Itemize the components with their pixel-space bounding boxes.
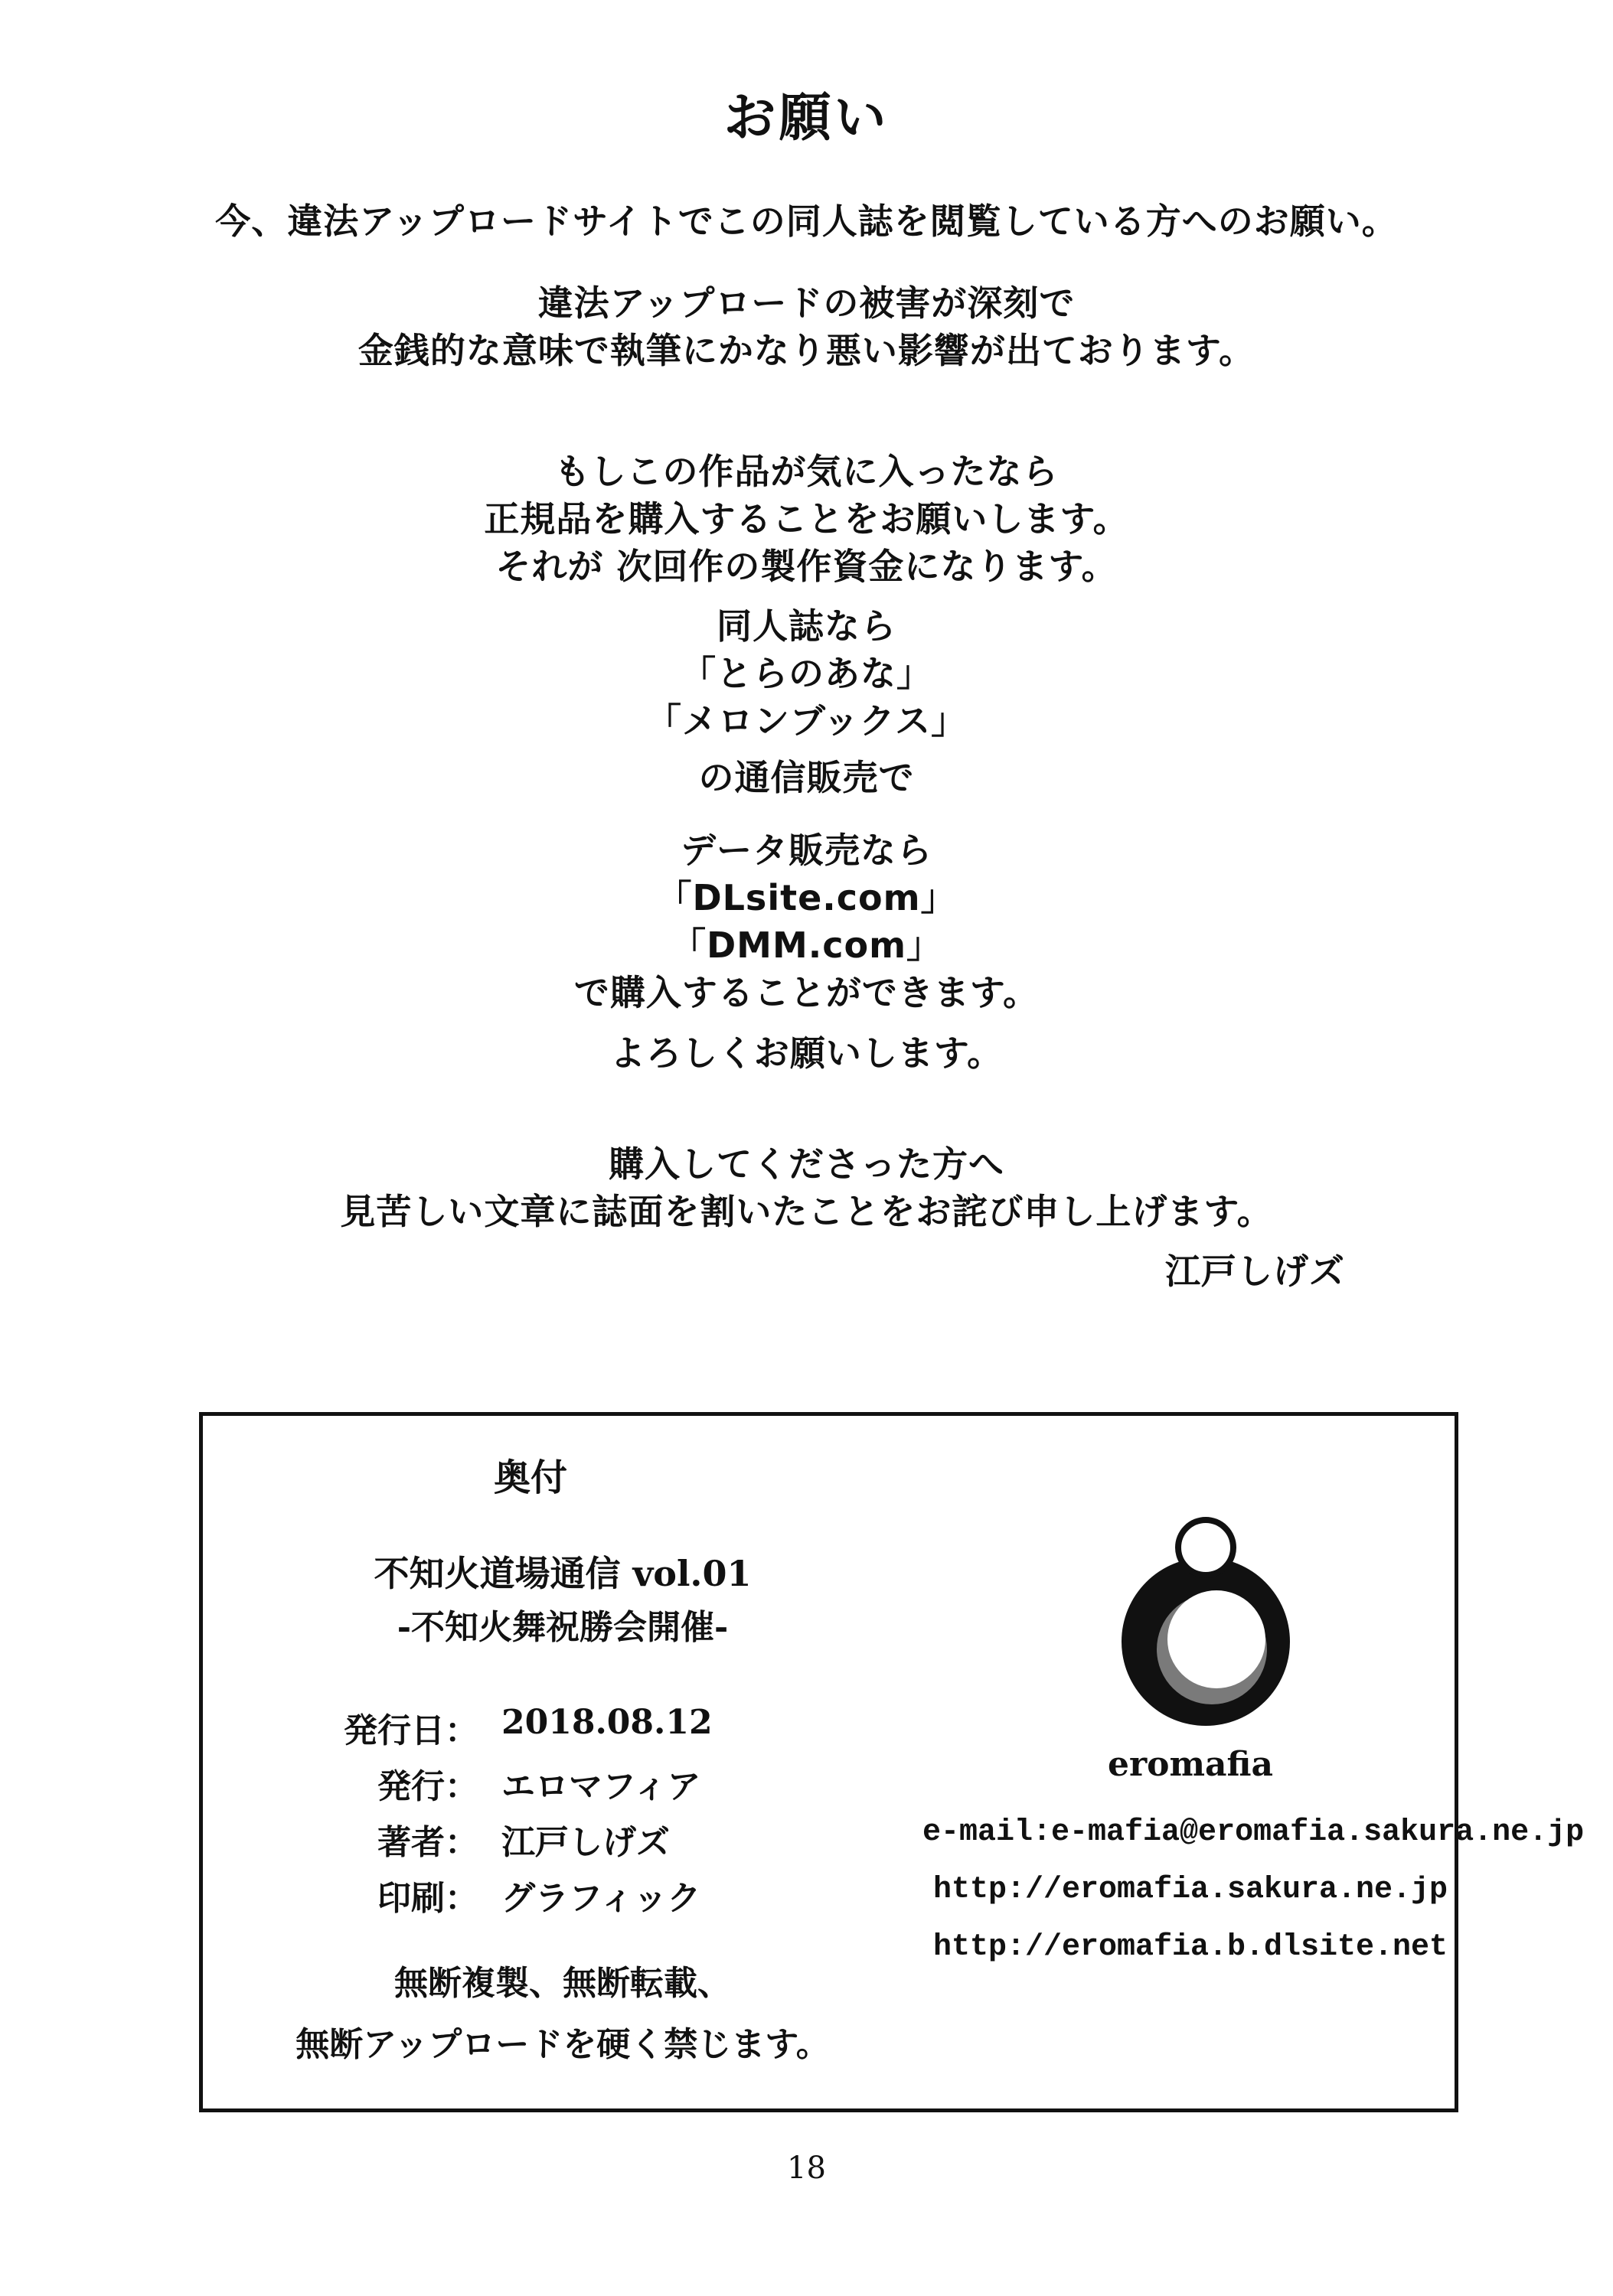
copyright-notice-line: 無断アップロードを硬く禁じます。	[295, 2025, 830, 2064]
paragraph-8	[0, 1140, 1613, 1235]
eromafia-circle-logo-icon	[1114, 1515, 1298, 1730]
paragraph-5	[0, 754, 1613, 801]
page-number: 18	[787, 2151, 826, 2186]
paragraph-4	[0, 602, 1613, 745]
book-subtitle: -不知火舞祝勝会開催-	[397, 1608, 729, 1647]
copyright-notice-line: 無断複製、無断転載、	[394, 1964, 731, 2003]
text-line: 「DLsite.com」	[656, 877, 957, 918]
circle-name: eromafia	[1107, 1745, 1274, 1784]
info-label: 印刷：	[377, 1879, 478, 1918]
paragraph-7	[0, 1029, 1613, 1077]
text-line: 金銭的な意味で執筆にかなり悪い影響が出ております。	[358, 330, 1255, 371]
author-signature: 江戸しげズ	[1165, 1251, 1345, 1292]
text-line: 「メロンブックス」	[645, 700, 968, 742]
info-value: 2018.08.12	[501, 1703, 713, 1742]
text-line: 見苦しい文章に誌面を割いたことをお詫び申し上げます。	[340, 1191, 1273, 1232]
book-title: 不知火道場通信 vol.01	[374, 1553, 752, 1594]
text-line: よろしくお願いします。	[609, 1032, 1004, 1074]
info-label: 著者：	[377, 1823, 478, 1862]
text-line: 「DMM.com」	[670, 925, 942, 966]
website-link[interactable]: http://eromafia.sakura.ne.jp	[932, 1873, 1448, 1907]
info-label: 発行：	[377, 1767, 478, 1806]
page-title: お願い	[723, 88, 890, 148]
text-line: 購入してくださった方へ	[609, 1143, 1004, 1185]
paragraph-6	[0, 827, 1613, 1016]
text-line: 「とらのあな」	[681, 653, 932, 694]
email-address[interactable]: e-mail:e-mafia@eromafia.sakura.ne.jp	[922, 1815, 1585, 1850]
text-line: 今、違法アップロードサイトでこの同人誌を閲覧している方へのお願い。	[215, 201, 1398, 242]
colophon-details	[203, 1416, 922, 2108]
paragraph-2	[0, 279, 1613, 374]
text-line: それが 次回作の製作資金になります。	[495, 546, 1118, 587]
text-line: もしこの作品が気に入ったなら	[554, 451, 1059, 492]
text-line: 違法アップロードの被害が深刻で	[537, 282, 1076, 324]
colophon-box	[199, 1412, 1585, 2112]
info-label: 発行日：	[344, 1711, 478, 1750]
text-line: データ販売なら	[681, 830, 932, 871]
text-line: 正規品を購入することをお願いします。	[484, 498, 1129, 540]
colophon-heading: 奥付	[494, 1456, 568, 1499]
info-value: エロマフィア	[501, 1767, 701, 1806]
text-line: の通信販売で	[698, 757, 915, 798]
text-line: で購入することができます。	[573, 972, 1040, 1013]
text-line: 同人誌なら	[717, 605, 896, 647]
circle-info	[922, 1416, 1585, 2108]
info-value: 江戸しげズ	[501, 1823, 670, 1862]
dlsite-link[interactable]: http://eromafia.b.dlsite.net	[932, 1930, 1448, 1965]
paragraph-3	[0, 448, 1613, 590]
paragraph-1	[0, 197, 1613, 245]
info-value: グラフィック	[501, 1879, 701, 1918]
